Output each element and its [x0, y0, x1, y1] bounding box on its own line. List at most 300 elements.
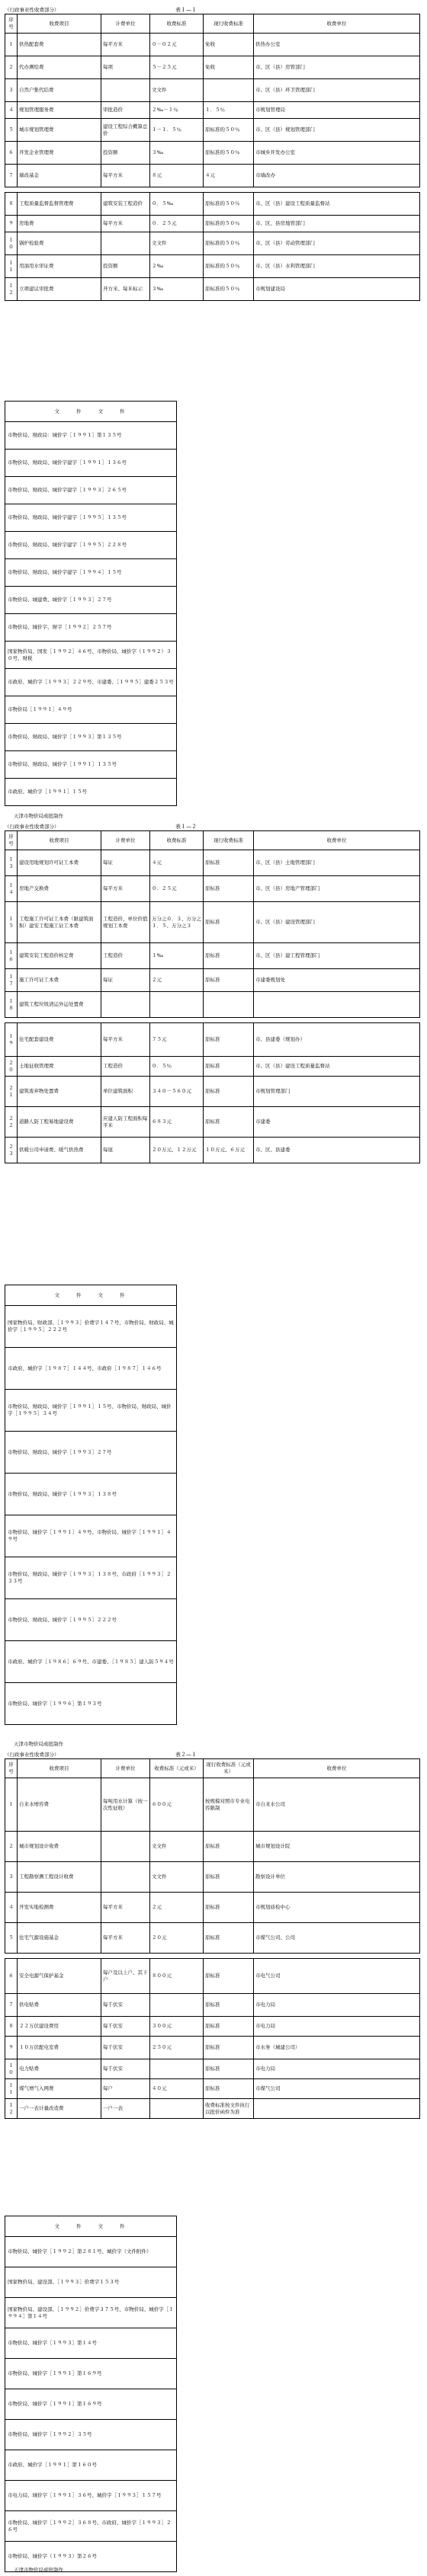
- document-row: [5, 2267, 177, 2298]
- cell-dept: 市、区（县）环卫管理部门: [254, 79, 420, 102]
- cell-name: 住宅配套建设费: [18, 1023, 101, 1057]
- cell-base: 原标准: [204, 2037, 254, 2059]
- cell-dept: 市、区、县建委: [254, 1138, 420, 1163]
- table-gap-row: [5, 187, 420, 193]
- cell-name: 一户一表计量改造费: [18, 2099, 101, 2119]
- section-label: （行政事业性收费部分）: [5, 824, 59, 830]
- cell-base: 原标准的５０％: [204, 278, 254, 301]
- cell-base: 原标准: [204, 943, 254, 969]
- cell-name: 供热配套费: [18, 34, 101, 56]
- cell-dept: 市、区（县）建设工程质量监督站: [254, 193, 420, 216]
- document-row: [5, 2237, 177, 2267]
- cell-std: ８元: [150, 165, 204, 187]
- section-label: （行政事业性收费部分）: [5, 1752, 59, 1758]
- cell-std: ３‰: [150, 278, 204, 301]
- document-row: [5, 696, 177, 724]
- cell-std: 万分之０．３、万分之１．５、万分之３: [150, 902, 204, 943]
- document-reference: 国家物价局、财政部、［１９９３］价费字１４７号、市物价局、财政局、城价字［１９９５］２２２号: [5, 1306, 177, 1348]
- document-row: [5, 2420, 177, 2450]
- cell-base: 原标准: [204, 876, 254, 902]
- cell-no: ９: [5, 216, 18, 232]
- document-row: [5, 402, 177, 422]
- document-reference: 市物价局、城价字［１９９１］第１６９号: [5, 2389, 177, 2420]
- cell-std: ３００元: [150, 2017, 204, 2037]
- document-reference: 市物价局、城建费、城价字［１９９３］２７号: [5, 587, 177, 614]
- cell-no: １: [5, 1778, 18, 1832]
- cell-unit: 每平方米: [101, 1923, 150, 1954]
- cell-std: ６００元: [150, 1778, 204, 1832]
- cell-dept: 市规划质检中心: [254, 1893, 420, 1923]
- documents-header: 文 件 文 件: [5, 2216, 177, 2237]
- table-row: [5, 876, 420, 902]
- cell-unit: 单位建筑面积: [101, 1077, 150, 1107]
- cell-unit: 每户: [101, 2079, 150, 2099]
- table-row: [5, 902, 420, 943]
- table-row: [5, 2059, 420, 2079]
- cell-dept: 市规划管理局: [254, 102, 420, 119]
- cell-base: 按规模对照市专业电容限制: [204, 1778, 254, 1832]
- document-row: [5, 1306, 177, 1348]
- document-reference: 市物价局、城价字［１９９１］４９号、市物价局、城价字［１９９１］４９号: [5, 1515, 177, 1557]
- cell-dept: 市电气公司: [254, 1959, 420, 1994]
- cell-no: ３: [5, 79, 18, 102]
- document-reference: 市物价局、财政局、城价字建字［１９９５］２２８号: [5, 532, 177, 559]
- cell-unit: 每千伏安: [101, 2017, 150, 2037]
- cell-no: ８: [5, 2017, 18, 2037]
- cell-name: 建筑工程垃圾清运外运处置费: [18, 992, 101, 1018]
- cell-unit: [101, 232, 150, 255]
- table-row: [5, 2037, 420, 2059]
- cell-name: 自来水增容费: [18, 1778, 101, 1832]
- document-row: [5, 504, 177, 532]
- cell-dept: [254, 992, 420, 1018]
- table-row: [5, 142, 420, 165]
- document-reference: 市物价局、财政局、城价字［１９９１］１５号、市物价局、财政局、城价字［１９９５］３４号: [5, 1390, 177, 1432]
- cell-base: １．５％: [204, 102, 254, 119]
- document-row: [5, 614, 177, 642]
- cell-unit: 每户及以上户、其下户: [101, 1959, 150, 1994]
- cell-no: ４: [5, 1893, 18, 1923]
- cell-name: １０万伏配电室费: [18, 2037, 101, 2059]
- cell-dept: 市电力局: [254, 2017, 420, 2037]
- cell-name: 城市规划管理费: [18, 119, 101, 142]
- document-reference: 市政府、城价字［１９９１］第１６０号: [5, 2450, 177, 2481]
- cell-std: ２‰: [150, 255, 204, 278]
- document-reference: 市物价局、财政局、城价字［１９９３］１３８号、市政府［１９９３］２３３号: [5, 1557, 177, 1599]
- cell-no: ５: [5, 1923, 18, 1954]
- cell-name: 立项建议审批费: [18, 278, 101, 301]
- cell-name: 供暖公司申请费、暖气供热费: [18, 1138, 101, 1163]
- table-row: [5, 1893, 420, 1923]
- column-header: 收费项目: [18, 1759, 101, 1778]
- cell-no: ２２: [5, 1107, 18, 1138]
- cell-base: 原标准: [204, 1107, 254, 1138]
- cell-std: 文文件: [150, 1862, 204, 1893]
- document-row: [5, 2298, 177, 2328]
- cell-name: 安全电源气保护基金: [18, 1959, 101, 1994]
- table-title: 表１—２: [175, 824, 197, 830]
- cell-name: 建筑安装工程造价核定费: [18, 943, 101, 969]
- cell-dept: 市墙改办: [254, 165, 420, 187]
- fee-table: [5, 1758, 420, 2119]
- cell-std: ０．２５元: [150, 876, 204, 902]
- cell-name: 工程施工许可证工本费（限建筑面积）建安工程施工证工本费: [18, 902, 101, 943]
- cell-std: ２５０元: [150, 2037, 204, 2059]
- document-row: [5, 779, 177, 806]
- cell-base: 原标准: [204, 1077, 254, 1107]
- column-header: 现行收费标准（元或米）: [204, 1759, 254, 1778]
- column-header: 收费标准（元或米）: [150, 1759, 204, 1778]
- cell-std: ６８３元: [150, 1107, 204, 1138]
- cell-dept: 供热办公室: [254, 34, 420, 56]
- footer-title: 天津市物价局成批制作: [14, 813, 63, 819]
- table-row: [5, 1023, 420, 1057]
- cell-unit: [101, 79, 150, 102]
- cell-base: 原标准: [204, 850, 254, 876]
- table-title: 表１—１: [175, 7, 197, 13]
- cell-dept: 城市规划设计院: [254, 1832, 420, 1862]
- table-row: [5, 1107, 420, 1138]
- cell-name: ２２万伏建设费用: [18, 2017, 101, 2037]
- cell-std: ８００元: [150, 1959, 204, 1994]
- document-reference: 市物价局、财政局、城价字建字［１９９４］１５号: [5, 559, 177, 587]
- cell-std: ０．２５元: [150, 216, 204, 232]
- cell-unit: 每平方米: [101, 216, 150, 232]
- cell-unit: 投资额: [101, 255, 150, 278]
- cell-unit: 每平方米: [101, 165, 150, 187]
- section-label: （行政事业性收费部分）: [5, 7, 59, 13]
- cell-base: [204, 992, 254, 1018]
- document-reference: 市政府、城价字［１９９３］２２９号、市建委、［１９９５］建委２５３号: [5, 669, 177, 696]
- document-reference: 市政府、城价字［１９８７］１４４号、市政府［１９８７］１４６号: [5, 1348, 177, 1390]
- cell-dept: 市电力局: [254, 2059, 420, 2079]
- document-reference: 市物价局、财政局、城价字［１９９３］第１３５号: [5, 724, 177, 751]
- table-row: [5, 1832, 420, 1862]
- cell-base: [204, 79, 254, 102]
- cell-dept: 市、区（县）土地管理部门: [254, 850, 420, 876]
- document-row: [5, 2511, 177, 2542]
- cell-no: ６: [5, 1959, 18, 1994]
- cell-base: 原标准: [204, 1023, 254, 1057]
- cell-no: ２: [5, 1832, 18, 1862]
- cell-std: ２‰－１％: [150, 102, 204, 119]
- cell-base: 原标准: [204, 902, 254, 943]
- cell-std: ０．５‰: [150, 193, 204, 216]
- column-header: 收费单位: [254, 831, 420, 850]
- document-row: [5, 2328, 177, 2359]
- cell-no: １３: [5, 850, 18, 876]
- column-header: 收费标准: [150, 831, 204, 850]
- table-row: [5, 850, 420, 876]
- cell-std: 文文件: [150, 1832, 204, 1862]
- document-reference: 市物价局［１９９１］４９号: [5, 696, 177, 724]
- document-row: [5, 1599, 177, 1641]
- table-gap-row: [5, 1018, 420, 1023]
- document-row: [5, 2450, 177, 2481]
- cell-base: １０万元、６万元: [204, 1138, 254, 1163]
- cell-base: 原标准的５０％: [204, 193, 254, 216]
- cell-unit: 应建人防工程面积每平米: [101, 1107, 150, 1138]
- table-row: [5, 943, 420, 969]
- table-row: [5, 165, 420, 187]
- document-reference: 市物价局、财政局：城价字［１９９１］第１３５号: [5, 422, 177, 450]
- cell-dept: 勘察设计单位: [254, 1862, 420, 1893]
- table-row: [5, 992, 420, 1018]
- document-row: [5, 642, 177, 669]
- cell-unit: 工程造价: [101, 943, 150, 969]
- cell-no: ２１: [5, 1077, 18, 1107]
- document-row: [5, 724, 177, 751]
- column-header: 计费单位: [101, 1759, 150, 1778]
- document-row: [5, 1285, 177, 1306]
- cell-no: １５: [5, 902, 18, 943]
- cell-dept: 市、区（县）建工程管理部门: [254, 943, 420, 969]
- cell-no: ６: [5, 142, 18, 165]
- table-title: 表２—１: [175, 1752, 197, 1758]
- table-row: [5, 56, 420, 79]
- cell-std: ２０元: [150, 1923, 204, 1954]
- document-row: [5, 1557, 177, 1599]
- table-row: [5, 1862, 420, 1893]
- document-reference: 市物价局、财政局、城价字建字［１９９３］２６５号: [5, 477, 177, 504]
- table-gap-row: [5, 1954, 420, 1959]
- table-row: [5, 1994, 420, 2017]
- cell-name: 用油用水审证费: [18, 255, 101, 278]
- cell-no: ２: [5, 56, 18, 79]
- cell-base: 原标准: [204, 1057, 254, 1077]
- column-header: 计费单位: [101, 831, 150, 850]
- cell-base: ４元: [204, 165, 254, 187]
- document-row: [5, 1474, 177, 1515]
- cell-std: １‰: [150, 943, 204, 969]
- cell-base: 收费标准按文件执行以批价函件为准: [204, 2099, 254, 2119]
- cell-name: 建筑废弃物处置费: [18, 1077, 101, 1107]
- cell-name: 煤气增气入网费: [18, 2079, 101, 2099]
- cell-name: 开发企业管理费: [18, 142, 101, 165]
- table-header-row: [5, 1759, 420, 1778]
- cell-base: 原标准: [204, 1832, 254, 1862]
- cell-name: 规划管理服务费: [18, 102, 101, 119]
- cell-no: １９: [5, 1023, 18, 1057]
- cell-name: 建设用地规划许可证工本费: [18, 850, 101, 876]
- cell-unit: 一户一表: [101, 2099, 150, 2119]
- cell-std: [150, 992, 204, 1018]
- cell-unit: 每平方米: [101, 1023, 150, 1057]
- cell-std: ３‰: [150, 142, 204, 165]
- cell-unit: 每平方米: [101, 1893, 150, 1923]
- cell-name: 房地费: [18, 216, 101, 232]
- cell-name: 开发实地检测费: [18, 1893, 101, 1923]
- cell-std: ７５元: [150, 1023, 204, 1057]
- cell-dept: 市建委规划处: [254, 969, 420, 992]
- cell-dept: 市、区（县）建设工程质量监督站: [254, 1057, 420, 1077]
- table-row: [5, 969, 420, 992]
- cell-dept: 市煤气公司: [254, 2079, 420, 2099]
- cell-no: ８: [5, 193, 18, 216]
- cell-no: ５: [5, 119, 18, 142]
- cell-no: ４: [5, 102, 18, 119]
- cell-base: 原标准: [204, 1923, 254, 1954]
- cell-base: 原标准: [204, 1959, 254, 1994]
- document-reference: 市物价局、城价字［１９９１］第１６９号: [5, 2359, 177, 2389]
- cell-name: 锅炉检验费: [18, 232, 101, 255]
- cell-std: ２元: [150, 969, 204, 992]
- document-reference: 国家物价局、建设部、［１９９２］价费字３７５号、市物价局、城价字［１９９４］第１４号: [5, 2298, 177, 2328]
- cell-unit: 工程造价、单位价值规划工本费: [101, 902, 150, 943]
- table-row: [5, 2099, 420, 2119]
- cell-no: １７: [5, 969, 18, 992]
- table-header-row: [5, 831, 420, 850]
- cell-no: ２０: [5, 1057, 18, 1077]
- table-row: [5, 1057, 420, 1077]
- table-row: [5, 1138, 420, 1163]
- table-row: [5, 232, 420, 255]
- cell-unit: 建筑安装工程造价: [101, 193, 150, 216]
- cell-std: [150, 2059, 204, 2079]
- document-reference: 市物价局、财政局、城价字建字［１９９１］１３６号: [5, 450, 177, 477]
- cell-dept: 市电力局: [254, 1994, 420, 2017]
- cell-std: ３４０－５６０元: [150, 1077, 204, 1107]
- cell-std: ０－０２元: [150, 34, 204, 56]
- cell-dept: 市、县建委（规划办）: [254, 1023, 420, 1057]
- cell-name: 电力贴费: [18, 2059, 101, 2079]
- cell-std: [150, 1994, 204, 2017]
- cell-name: 土地征收管理费: [18, 1057, 101, 1077]
- table-row: [5, 1959, 420, 1994]
- cell-no: １: [5, 34, 18, 56]
- cell-std: ４元: [150, 850, 204, 876]
- cell-base: 原标准: [204, 2079, 254, 2099]
- cell-unit: 每吨用水计算（按一次性征收）: [101, 1778, 150, 1832]
- document-reference: 国家物价局、国发［１９９２］４６号、市物价局、城价字（１９９２）３０号、财税: [5, 642, 177, 669]
- cell-unit: 每平方米: [101, 34, 150, 56]
- cell-base: 原标准: [204, 1893, 254, 1923]
- cell-base: 原标准: [204, 969, 254, 992]
- document-reference: 市物价局、城价字［１９９３］第１４号: [5, 2328, 177, 2359]
- table-row: [5, 79, 420, 102]
- cell-no: ２３: [5, 1138, 18, 1163]
- cell-unit: 每千伏安: [101, 2037, 150, 2059]
- document-row: [5, 1515, 177, 1557]
- table-header-row: [5, 14, 420, 34]
- cell-no: １０: [5, 232, 18, 255]
- document-reference: 市政府、城价字［１９９１］１５号: [5, 779, 177, 806]
- cell-unit: 审批造价: [101, 102, 150, 119]
- cell-no: １８: [5, 992, 18, 1018]
- cell-unit: 每座: [101, 1138, 150, 1163]
- cell-base: 原标准的５０％: [204, 255, 254, 278]
- cell-name: 自然户集代结费: [18, 79, 101, 102]
- cell-base: 原标准: [204, 1994, 254, 2017]
- document-row: [5, 2389, 177, 2420]
- cell-no: １２: [5, 2099, 18, 2119]
- table-row: [5, 102, 420, 119]
- table-row: [5, 1778, 420, 1832]
- document-row: [5, 751, 177, 779]
- cell-std: ４０元: [150, 2079, 204, 2099]
- cell-unit: [101, 1862, 150, 1893]
- cell-no: １６: [5, 943, 18, 969]
- cell-dept: 市城乡开发办公室: [254, 142, 420, 165]
- documents-header: 文 件 文 件: [5, 1285, 177, 1306]
- cell-base: 原标准: [204, 1862, 254, 1893]
- column-header: 计费单位: [101, 14, 150, 34]
- document-reference: 市物价局、财政局、城价字［１９９３］１３８号: [5, 1474, 177, 1515]
- cell-dept: 市、区（县）水利管理部门: [254, 255, 420, 278]
- cell-base: 原标准: [204, 2059, 254, 2079]
- document-row: [5, 1348, 177, 1390]
- cell-dept: 市建委: [254, 1107, 420, 1138]
- cell-no: ３: [5, 1862, 18, 1893]
- cell-name: 工程勘察测工程设计收费: [18, 1862, 101, 1893]
- basis-documents-table: [5, 2216, 177, 2572]
- cell-no: ７: [5, 165, 18, 187]
- document-row: [5, 422, 177, 450]
- document-row: [5, 1390, 177, 1432]
- cell-unit: 每证: [101, 969, 150, 992]
- cell-dept: 市煤气公司、公司: [254, 1923, 420, 1954]
- column-header: 现行收费标准: [204, 14, 254, 34]
- cell-dept: 市、区、县房地管部门: [254, 216, 420, 232]
- document-reference: 市电力局、城价字［１９９１］３６号、城价字［１９９３］１５７号: [5, 2481, 177, 2511]
- column-header: 现行收费标准: [204, 831, 254, 850]
- table-row: [5, 1923, 420, 1954]
- column-header: 序号: [5, 1759, 18, 1778]
- table-row: [5, 255, 420, 278]
- cell-std: ５－２５元: [150, 56, 204, 79]
- cell-dept: 市水务（城建公司）: [254, 2037, 420, 2059]
- documents-header: 文 件 文 件: [5, 402, 177, 422]
- document-row: [5, 532, 177, 559]
- cell-no: １１: [5, 255, 18, 278]
- cell-no: ９: [5, 2037, 18, 2059]
- basis-documents-table: [5, 401, 177, 806]
- cell-std: 文文件: [150, 232, 204, 255]
- cell-unit: 每千伏安: [101, 2059, 150, 2079]
- document-reference: 市物价局、财政局、城价字［１９９１］１３５号: [5, 751, 177, 779]
- column-header: 收费标准: [150, 14, 204, 34]
- cell-base: 原标准的５０％: [204, 216, 254, 232]
- table-row: [5, 1077, 420, 1107]
- cell-unit: [101, 992, 150, 1018]
- cell-base: 原标准的５０％: [204, 142, 254, 165]
- column-header: 收费单位: [254, 14, 420, 34]
- document-row: [5, 2481, 177, 2511]
- cell-dept: [254, 2099, 420, 2119]
- cell-std: [150, 2099, 204, 2119]
- document-reference: 市物价局、城价字［１９９２］第２８１号、城价字（文件附件）: [5, 2237, 177, 2267]
- cell-dept: 市、区（县）规划管理部门: [254, 119, 420, 142]
- document-row: [5, 559, 177, 587]
- document-reference: 市物价局、财政局、城价字［１９９３］２７号: [5, 1432, 177, 1474]
- cell-std: １－１．５％: [150, 119, 204, 142]
- cell-unit: 每平方米: [101, 876, 150, 902]
- cell-unit: 每证: [101, 850, 150, 876]
- cell-base: 免收: [204, 34, 254, 56]
- document-reference: 市物价局、城价字［１９９６］第１９３号: [5, 1683, 177, 1725]
- cell-name: 城市规划设计收费: [18, 1832, 101, 1862]
- cell-std: ２０万元、１２万元: [150, 1138, 204, 1163]
- table-row: [5, 34, 420, 56]
- cell-no: １４: [5, 876, 18, 902]
- document-row: [5, 2359, 177, 2389]
- column-header: 序号: [5, 831, 18, 850]
- document-reference: 市政府、城价字［１９８６］６９号、市建委、［１９８５］建人防５９４号: [5, 1641, 177, 1683]
- cell-name: 房地产交换费: [18, 876, 101, 902]
- cell-unit: 每项: [101, 56, 150, 79]
- basis-documents-table: [5, 1285, 177, 1725]
- cell-dept: 市、区（县）劳动管理部门: [254, 232, 420, 255]
